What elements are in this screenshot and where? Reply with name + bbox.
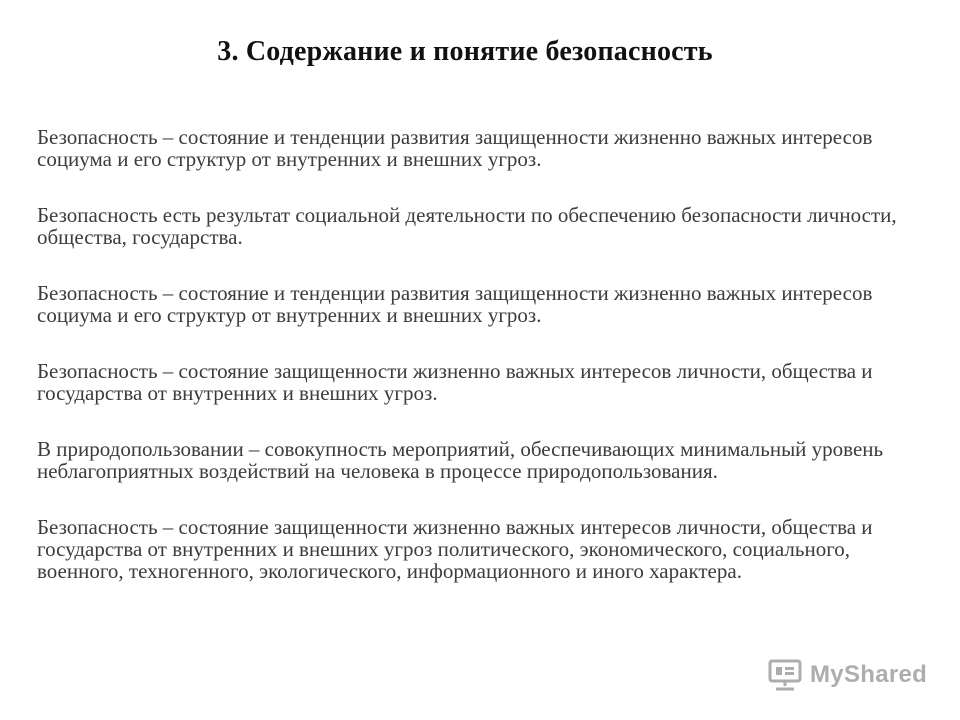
definition-paragraph: В природопользовании – совокупность мероприятий, обеспечивающих минимальный уровень неблагоприятных воздействий на человека в процессе природопользования. bbox=[37, 437, 884, 483]
myshared-watermark bbox=[767, 657, 927, 693]
definition-paragraph: Безопасность – состояние защищенности жизненно важных интересов личности, общества и государства от внутренних и внешних угроз. bbox=[37, 359, 873, 405]
definition-paragraph: Безопасность есть результат социальной деятельности по обеспечению безопасности личности, общества, государства. bbox=[37, 203, 897, 249]
definition-paragraph: Безопасность – состояние и тенденции развития защищенности жизненно важных интересов социума и его структур от внутренних и внешних угроз. bbox=[37, 125, 873, 171]
slide-title: 3. Содержание и понятие безопасность bbox=[217, 36, 713, 67]
definition-paragraph: Безопасность – состояние защищенности жизненно важных интересов личности, общества и государства от внутренних и внешних угроз политического, экономического, социального, военного, техногенного, экологического, информационного и иного характера. bbox=[37, 515, 873, 583]
watermark-text: MyShared bbox=[810, 661, 928, 688]
projector-screen-icon bbox=[767, 657, 803, 693]
definitions-list bbox=[37, 126, 937, 582]
definition-paragraph: Безопасность – состояние и тенденции развития защищенности жизненно важных интересов социума и его структур от внутренних и внешних угроз. bbox=[37, 281, 873, 327]
